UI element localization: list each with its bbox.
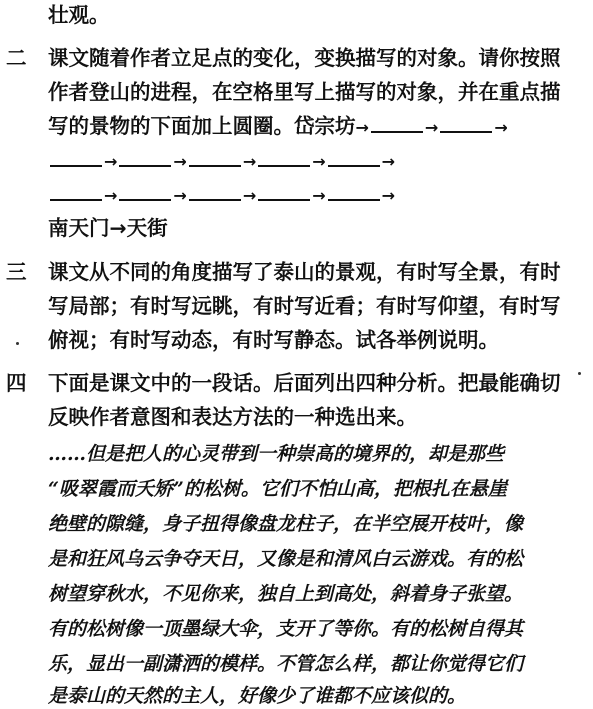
arrow-icon: → (173, 152, 187, 171)
arrow-icon: → (242, 152, 257, 171)
question-4-line-2: 反映作者意图和表达方法的一种选出来。 (48, 405, 417, 429)
arrow-icon: → (494, 118, 508, 137)
answer-blank[interactable] (328, 181, 380, 201)
arrow-icon: → (424, 118, 439, 137)
answer-blank[interactable] (258, 147, 310, 167)
top-fragment: 壮观。 (48, 3, 110, 27)
question-2-line-2: 作者登山的进程，在空格里写上描写的对象，并在重点描 (48, 80, 561, 104)
blank-chain-row-1 (48, 147, 395, 175)
margin-speck (16, 342, 19, 345)
answer-blank[interactable] (189, 147, 241, 167)
question-4-number: 四 (6, 371, 27, 395)
passage-line-3: 绝壁的隙缝，身子扭得像盘龙柱子，在半空展开枝叶，像 (48, 513, 524, 535)
question-2-end-line: 南天门→天街 (48, 216, 168, 240)
arrow-icon: → (381, 152, 396, 171)
answer-blank[interactable] (328, 147, 380, 167)
arrow-icon: → (355, 118, 369, 137)
passage-line-8: 是泰山的天然的主人，好像少了谁都不应该似的。 (48, 685, 467, 707)
passage-line-6: 有的松树像一顶墨绿大伞，支开了等你。有的松树自得其 (48, 618, 524, 640)
answer-blank[interactable] (258, 181, 310, 201)
answer-blank[interactable] (50, 181, 102, 201)
answer-blank[interactable] (440, 113, 492, 133)
passage-line-7: 乐，显出一副潇洒的模样。不管怎么样，都让你觉得它们 (48, 653, 524, 675)
margin-speck (578, 372, 581, 375)
arrow-icon: → (381, 186, 396, 205)
answer-blank[interactable] (371, 113, 423, 133)
arrow-icon: → (242, 186, 257, 205)
start-place: 岱宗坊 (294, 114, 356, 138)
answer-blank[interactable] (189, 181, 241, 201)
arrow-icon: → (104, 186, 118, 205)
arrow-icon: → (312, 152, 326, 171)
question-3-line-1: 课文从不同的角度描写了泰山的景观，有时写全景，有时 (48, 260, 561, 284)
question-4-line-1: 下面是课文中的一段话。后面列出四种分析。把最能确切 (48, 371, 561, 395)
arrow-icon: → (173, 186, 187, 205)
question-3-number: 三 (6, 260, 27, 284)
question-2-line-3 (48, 113, 508, 141)
passage-line-1: ……但是把人的心灵带到一种崇高的境界的，却是那些 (48, 443, 505, 465)
answer-blank[interactable] (119, 147, 171, 167)
question-2-number: 二 (6, 46, 27, 70)
arrow-icon: → (312, 186, 326, 205)
question-3-line-3: 俯视；有时写动态，有时写静态。试各举例说明。 (48, 328, 499, 352)
answer-blank[interactable] (50, 147, 102, 167)
passage-line-5: 树望穿秋水，不见你来，独自上到高处，斜着身子张望。 (48, 583, 524, 605)
question-2-line-3-text: 写的景物的下面加上圆圈。 (48, 114, 294, 138)
blank-chain-row-2 (48, 181, 395, 209)
question-2-line-1: 课文随着作者立足点的变化，变换描写的对象。请你按照 (48, 46, 561, 70)
answer-blank[interactable] (119, 181, 171, 201)
passage-line-2: “吸翠霞而夭矫”的松树。它们不怕山高，把根扎在悬崖 (48, 478, 507, 500)
passage-line-4: 是和狂风乌云争夺天日，又像是和清风白云游戏。有的松 (48, 548, 524, 570)
arrow-icon: → (104, 152, 118, 171)
question-3-line-2: 写局部；有时写远眺，有时写近看；有时写仰望，有时写 (48, 294, 561, 318)
